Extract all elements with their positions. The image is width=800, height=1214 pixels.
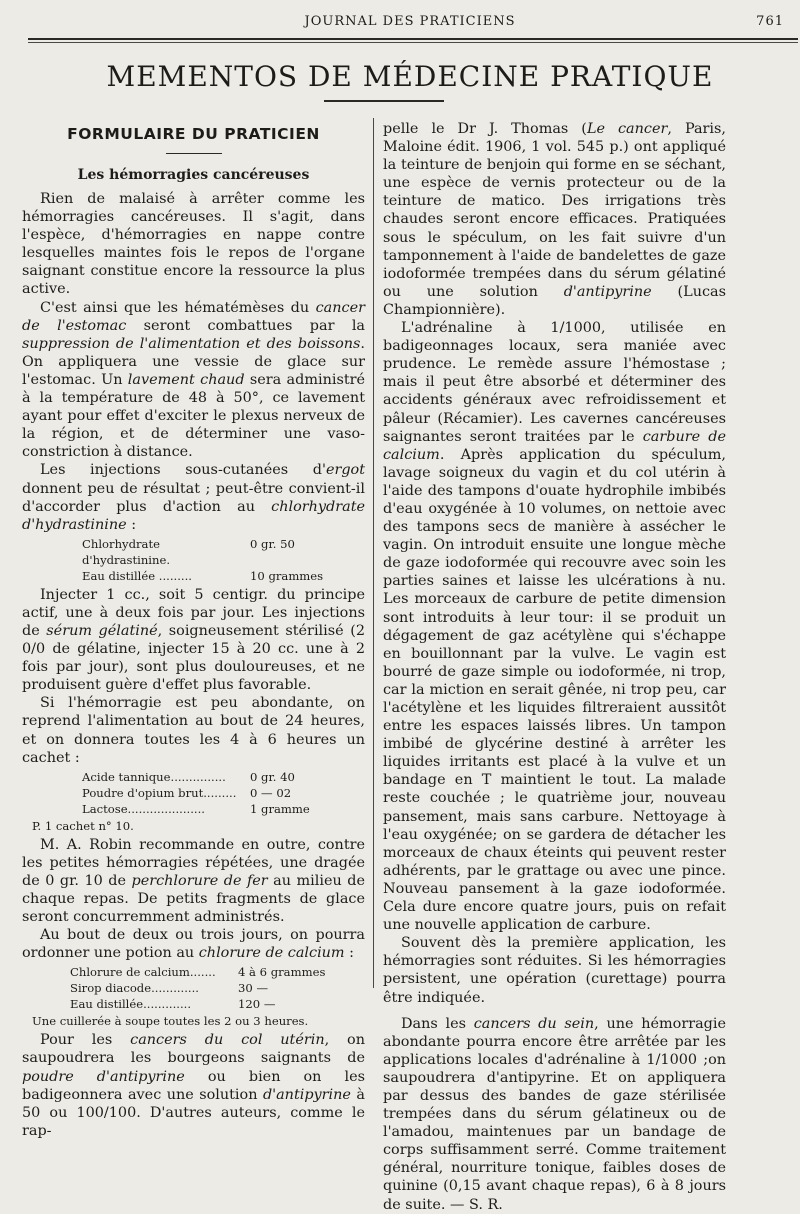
page-title: MEMENTOS DE MÉDECINE PRATIQUE: [106, 60, 714, 93]
prescription-row: Chlorure de calcium....... 4 à 6 grammes: [70, 965, 326, 980]
prescription-row: Eau distillée ......... 10 grammes: [82, 568, 324, 583]
paragraph: Pour les cancers du col utérin, on saupoudrera les bourgeons saignants de poudre d'antipyrine ou bien on les badigeonnera avec une solution d'antipyrine à 50 ou 100/100. D'autres auteurs, comme le rap-: [22, 1032, 366, 1139]
page-number: 761: [756, 14, 784, 29]
paragraph: Dans les cancers du sein, une hémorragie abondante pourra encore être arrêtée par les applications locales d'adrénaline à 1/1000 ;on saupoudrera d'antipyrine. Et on appliquera par dessus des bandes de gaze stérilisée trempées dans du sérum gélatineux ou de l'amadou, maintenues par un bandage de corps suffisamment serré. Comme traitement général, nourriture tonique, faibles doses de quinine (0,15 avant chaque repas), 6 à 8 jours de suite. — S. R.: [383, 1015, 726, 1213]
journal-name: JOURNAL DES PRATICIENS: [304, 14, 516, 29]
prescription-note: Une cuillerée à soupe toutes les 2 ou 3 heures.: [32, 1014, 309, 1029]
paragraph: Rien de malaisé à arrêter comme les hémorragies cancéreuses. Il s'agit, dans l'espèce, d'hémorragies en nappe contre lesquelles maintes fois le repos de l'organe saignant constitue encore la ressource la plus active.: [22, 191, 365, 298]
left-column: [22, 120, 365, 1140]
paragraph: pelle le Dr J. Thomas (Le cancer, Paris, Maloine édit. 1906, 1 vol. 545 p.) ont appliqué la teinture de benjoin qui forme en se séchant, une espèce de vernis protecteur ou de la teinture de matico. Des irrigations très chaudes seront encore efficaces. Pratiquées sous le spéculum, on les fait suivre d'un tamponnement à l'aide de bandelettes de gaze iodoformée trempées dans du sérum gélatiné ou une solution d'antipyrine (Lucas Championnière).: [383, 121, 726, 318]
prescription-row: Eau distillée............. 120 —: [70, 997, 276, 1012]
paragraph: Au bout de deux ou trois jours, on pourra ordonner une potion au chlorure de calcium :: [22, 927, 365, 962]
paragraph: Souvent dès la première application, les hémorragies sont réduites. Si les hémorragies persistent, une opération (curettage) pourra être indiquée.: [383, 935, 726, 1006]
running-head: [30, 14, 790, 36]
right-column: [383, 120, 726, 1214]
prescription-row: Acide tannique............... 0 gr. 40: [82, 769, 295, 784]
paragraph: C'est ainsi que les hématémèses du cancer de l'estomac seront combattues par la suppression de l'alimentation et des boissons. On appliquera une vessie de glace sur l'estomac. Un lavement chaud sera administré à la température de 48 à 50°, ce lavement ayant pour effet d'exciter le plexus nerveux de la région, et de déterminer une vaso-constriction à distance.: [22, 299, 366, 461]
prescription-row: Sirop diacode............. 30 —: [70, 981, 269, 996]
prescription-row: Chlorhydrate d'hydrastinine. 0 gr. 50: [82, 536, 295, 567]
title-rule: [324, 100, 444, 102]
prescription-row: Lactose..................... 1 gramme: [82, 801, 310, 816]
prescription-potion: [70, 964, 325, 1012]
prescription-note: P. 1 cachet n° 10.: [32, 818, 134, 833]
section-rule: [166, 153, 222, 154]
prescription-cachet: [82, 769, 310, 817]
header-rule-thin: [28, 42, 798, 43]
paragraph: M. A. Robin recommande en outre, contre les petites hémorragies répétées, une dragée de 0 gr. 10 de perchlorure de fer au milieu de chaque repas. De petits fragments de glace seront concurremment administrés.: [22, 836, 365, 926]
section-title: FORMULAIRE DU PRATICIEN: [67, 125, 320, 143]
paragraph: Injecter 1 cc., soit 5 centigr. du principe actif, une à deux fois par jour. Les injections de sérum gélatiné, soigneusement stérilisé (2 0/0 de gélatine, injecter 15 à 20 cc. une à 2 fois par jour), sont plus douloureuses, et ne produisent guère d'effet plus favorable.: [22, 586, 365, 694]
column-separator: [373, 118, 374, 988]
subsection-title: Les hémorragies cancéreuses: [77, 167, 310, 183]
paragraph: Les injections sous-cutanées d'ergot donnent peu de résultat ; peut-être convient-il d'accorder plus d'action au chlorhydrate d'hydrastinine :: [22, 462, 365, 533]
header-rule: [28, 38, 798, 40]
paragraph-gap: [383, 1007, 726, 1015]
paragraph: L'adrénaline à 1/1000, utilisée en badigeonnages locaux, sera maniée avec prudence. Le remède assure l'hémostase ; mais il peut être absorbé et déterminer des accidents généraux avec refroidissement et pâleur (Récamier). Les cavernes cancéreuses saignantes seront traitées par le carbure de calcium. Après application du spéculum, lavage soigneux du vagin et du col utérin à l'aide des tampons d'ouate hydrophile imbibés d'eau oxygénée à 10 volumes, on nettoie avec des tampons secs de manière à assécher le vagin. On introduit ensuite une longue mèche de gaze iodoformée qui recouvre avec soin les parties saines et laisse les ulcérations à nu. Les morceaux de carbure de petite dimension sont introduits à leur tour: il se produit un dégagement de gaz acétylène qui s'échappe en bouillonnant par la vulve. Le vagin est bourré de gaze simple ou iodoformée, ni trop, car la miction en serait gênée, ni trop peu, car l'acétylène et les liquides filtreraient aussitôt entre les espaces laissés libres. Un tampon imbibé de glycérine destiné à arrêter les liquides irritants est placé à la vulve et un bandage en T maintient le tout. La malade reste couchée ; le quatrième jour, nouveau pansement, mais sans carbure. Nettoyage à l'eau oxygénée; on se gardera de détacher les morceaux de chaux éteints qui peuvent rester adhérents, par le grattage ou avec une pince. Nouveau pansement à la gaze iodoformée. Cela dure encore quatre jours, puis on refait une nouvelle application de carbure.: [383, 320, 727, 934]
paragraph: Si l'hémorragie est peu abondante, on reprend l'alimentation au bout de 24 heures, et on donnera toutes les 4 à 6 heures un cachet :: [22, 695, 365, 766]
prescription-row: Poudre d'opium brut......... 0 — 02: [82, 785, 292, 800]
prescription-hydrastinine: [82, 536, 323, 584]
